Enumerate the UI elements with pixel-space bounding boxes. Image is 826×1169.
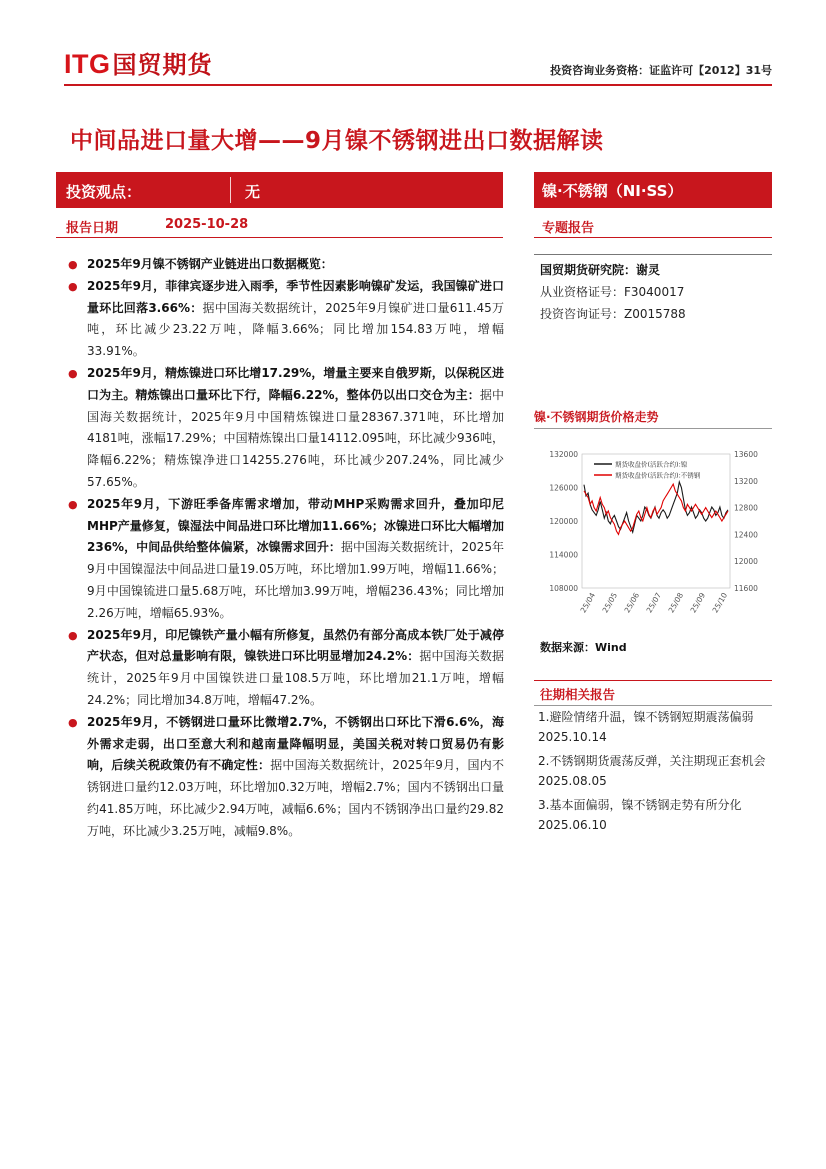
left-axis-tick-label: 114000 [549, 550, 578, 560]
company-logo [64, 50, 213, 80]
report-date-label: 报告日期 [66, 221, 119, 236]
analyst-org: 国贸期货研究院：谢灵 [540, 263, 661, 277]
investment-view-value: 无 [245, 183, 261, 201]
x-axis-tick-label: 25/06 [622, 591, 642, 615]
right-axis-tick-label: 13200 [734, 476, 758, 486]
bullet-overview [66, 254, 504, 276]
report-type: 专题报告 [534, 208, 772, 238]
right-axis-tick-label: 12800 [734, 503, 758, 513]
right-axis-tick-label: 13600 [734, 450, 758, 459]
bullet-intermediate [66, 494, 504, 625]
bullet-bold: 2025年9月，印尼镍铁产量小幅有所修复，虽然仍有部分高成本铁厂处于减停产状态，但对总量影响有限，镍铁进口环比明显增加24.2%： [87, 627, 504, 664]
right-axis-tick-label: 12400 [734, 530, 758, 540]
bullet-text: 据中国海关数据统计，2025年9月中国精炼镍进口量28367.371吨，环比增加4181吨，涨幅17.29%；中国精炼镍出口量14112.095吨，环比减少936吨，降幅6.22%；精炼镍净进口14255.276吨，环比减少207.24%，同比减少57.65%。 [87, 387, 504, 489]
bullet-nickel-iron [66, 625, 504, 712]
related-report-item[interactable]: 3.基本面偏弱，镍不锈钢走势有所分化 2025.06.10 [538, 798, 742, 832]
investment-view-bar [56, 172, 503, 208]
data-source: 数据来源：Wind [540, 641, 627, 654]
related-report-item[interactable]: 1.避险情绪升温，镍不锈钢短期震荡偏弱 2025.10.14 [538, 710, 754, 744]
related-reports-title: 往期相关报告 [534, 680, 772, 706]
logo-latin: ITG [64, 49, 111, 79]
x-axis-tick-label: 25/08 [666, 591, 686, 615]
report-date-value: 2025-10-28 [165, 217, 249, 232]
report-date-bar [56, 208, 503, 238]
left-axis-tick-label: 120000 [549, 517, 578, 526]
bullet-refined-nickel [66, 363, 504, 494]
analyst-info [534, 254, 772, 325]
series-line-nickel [584, 482, 728, 532]
left-axis-tick-label: 132000 [549, 450, 578, 459]
license-text: 投资咨询业务资格：证监许可【2012】31号 [550, 64, 772, 77]
qualification-number: 从业资格证号：F3040017 [540, 284, 685, 299]
left-axis-tick-label: 126000 [549, 483, 578, 493]
series-line-stainless [584, 484, 728, 534]
bullet-text: 据中国海关数据统计，2025年9月镍矿进口量611.45万吨，环比减少23.22万吨，降幅3.66%；同比增加154.83万吨，增幅33.91%。 [87, 300, 504, 359]
x-axis-tick-label: 25/07 [644, 591, 664, 615]
bullet-bold: 2025年9月，不锈钢进口量环比微增2.7%，不锈钢出口环比下滑6.6%，海外需求走弱，出口至意大利和越南量降幅明显，美国关税对转口贸易仍有影响，后续关税政策仍有不确定性： [87, 714, 504, 773]
page-header [64, 50, 772, 84]
main-content [66, 254, 504, 843]
bullet-nickel-ore [66, 276, 504, 363]
x-axis-tick-label: 25/05 [600, 591, 620, 615]
x-axis-tick-label: 25/10 [710, 591, 730, 615]
report-title: 中间品进口量大增——9月镍不锈钢进出口数据解读 [70, 128, 604, 154]
chart-title: 镍·不锈钢期货价格走势 [534, 408, 772, 429]
x-axis-tick-label: 25/09 [688, 591, 708, 615]
bullet-bold: 2025年9月，精炼镍进口环比增17.29%，增量主要来自俄罗斯，以保税区进口为主。精炼镍出口量环比下行，降幅6.22%，整体仍以出口交仓为主： [87, 365, 504, 402]
investment-view-label: 投资观点： [66, 183, 142, 201]
left-axis-tick-label: 108000 [549, 584, 578, 593]
legend-label: 期货收盘价(活跃合约):不锈钢 [615, 471, 701, 480]
bullet-bold: 2025年9月，菲律宾逐步进入雨季，季节性因素影响镍矿发运，我国镍矿进口量环比回落3.66%： [87, 278, 504, 315]
right-axis-tick-label: 12000 [734, 557, 758, 567]
view-separator [230, 177, 231, 203]
bullet-text: 据中国海关数据统计，2025年9月，国内不锈钢进口量约12.03万吨，环比增加0.32万吨，增幅2.7%；国内不锈钢出口量约41.85万吨，环比减少2.94万吨，减幅6.6%；国内不锈钢净出口量约29.82万吨，环比减少3.25万吨，减幅9.8%。 [87, 758, 504, 838]
right-axis-tick-label: 11600 [734, 584, 758, 593]
advisory-number: 投资咨询证号：Z0015788 [540, 306, 686, 321]
logo-chinese: 国贸期货 [112, 52, 213, 79]
bullet-stainless-steel [66, 712, 504, 843]
related-reports-list [538, 708, 770, 840]
sidebar-title: 镍·不锈钢（NI·SS） [534, 172, 772, 208]
related-report-item[interactable]: 2.不锈钢期货震荡反弹，关注期现正套机会 2025.08.05 [538, 754, 766, 788]
x-axis-tick-label: 25/04 [578, 591, 598, 615]
bullet-text: 据中国海关数据统计，2025年9月中国镍湿法中间品进口量19.05万吨，环比增加1.99万吨，增幅11.66%；9月中国镍锍进口量5.68万吨，环比增加3.99万吨，增幅236.43%；同比增加2.26万吨，增幅65.93%。 [87, 540, 504, 620]
price-chart [534, 432, 772, 632]
legend-label: 期货收盘价(活跃合约):镍 [615, 460, 688, 469]
bullet-bold: 2025年9月镍不锈钢产业链进出口数据概览： [87, 257, 333, 271]
header-divider [64, 84, 772, 86]
bullet-bold: 2025年9月，下游旺季备库需求增加，带动MHP采购需求回升，叠加印尼MHP产量修复，镍湿法中间品进口环比增加11.66%；冰镍进口环比大幅增加236%，中间品供给整体偏紧，冰镍需求回升： [87, 496, 504, 555]
bullet-text: 据中国海关数据统计，2025年9月中国镍铁进口量108.5万吨，环比增加21.1万吨，增幅24.2%；同比增加34.8万吨，增幅47.2%。 [87, 649, 504, 707]
